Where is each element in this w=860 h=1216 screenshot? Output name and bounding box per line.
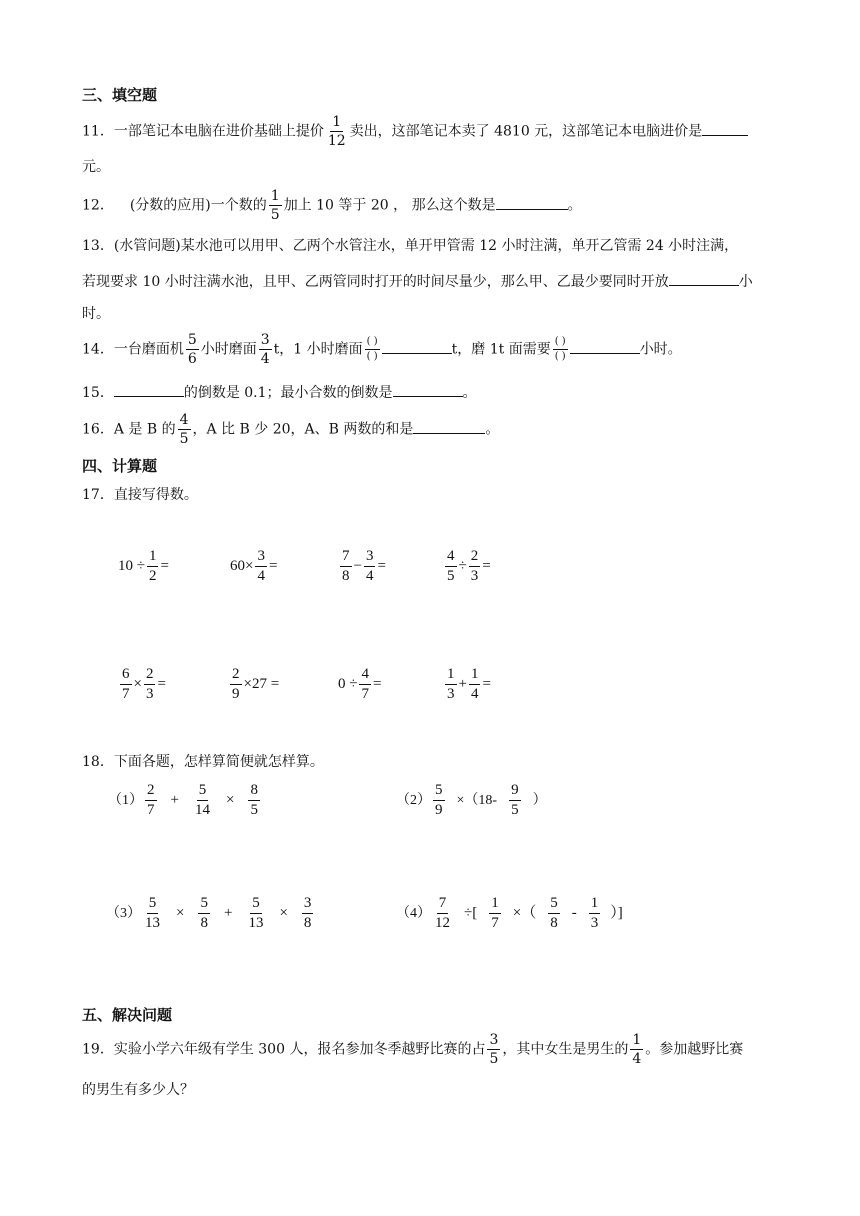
section-heading-solve: 五、解决问题 (82, 1006, 173, 1024)
fraction: $\frac{3}{4}$ (260, 332, 270, 367)
question-19-line-1: 19．实验小学六年级有学生 300 人，报名参加冬季越野比赛的占 $\frac{3}{5}$ ，其中女生是男生的 $\frac{1}{4}$ 。参加越野比赛 (82, 1032, 744, 1067)
section-heading-fill-in: 三、填空题 (82, 86, 158, 104)
answer-blank[interactable] (114, 382, 184, 397)
simplify-item-1: （1） $\frac{2}{7}$ + $\frac{5}{14}$ × $\frac{8}{5}$ (108, 782, 258, 818)
fraction: $\frac{1}{4}$ (632, 1032, 642, 1067)
question-number: 13． (82, 238, 114, 254)
calc-item-5: $\frac{6}{7}$ × $\frac{2}{3}$ = (122, 666, 166, 702)
question-number: 16． (82, 421, 114, 438)
answer-blank[interactable] (393, 382, 463, 397)
fraction: $\frac{5}{6}$ (187, 332, 197, 367)
calc-item-1: 10 ÷ $\frac{1}{2}$ = (118, 548, 169, 584)
answer-blank[interactable] (570, 339, 640, 354)
question-number: 12． (82, 197, 114, 214)
question-number: 19． (82, 1041, 114, 1058)
question-17: 17．直接写得数。 (82, 487, 198, 503)
question-13-line-2: 若现要求 10 小时注满水池，且甲、乙两管同时打开的时间尽量少，那么甲、乙最少要同时开放 小 (82, 271, 753, 292)
question-11-line-2: 元。 (82, 159, 110, 175)
section-heading-calc: 四、计算题 (82, 457, 158, 475)
simplify-item-4: （4） $\frac{7}{12}$ ÷[ $\frac{1}{7}$ ×（ $\frac{5}{8}$ - $\frac{1}{3}$ ）] (396, 895, 623, 931)
answer-blank[interactable] (702, 121, 748, 136)
question-number: 15． (82, 385, 114, 401)
answer-blank[interactable] (669, 271, 739, 286)
answer-blank[interactable] (382, 339, 452, 354)
fraction: $\frac{4}{5}$ (179, 412, 189, 447)
question-11-line-1: 11．一部笔记本电脑在进价基础上提价 $\frac{1}{12}$ 卖出，这部笔记本卖了 4810 元，这部笔记本电脑进价是 (82, 114, 748, 149)
answer-blank[interactable] (413, 419, 485, 434)
question-13-line-1: 13．(水管问题)某水池可以用甲、乙两个水管注水，单开甲管需 12 小时注满，单开乙管需 24 小时注满， (82, 238, 739, 254)
question-number: 18． (82, 754, 114, 770)
simplify-item-2: （2） $\frac{5}{9}$ ×（18- $\frac{9}{5}$ ） (396, 782, 547, 818)
question-12: 12． (分数的应用)一个数的 $\frac{1}{5}$ 加上 10 等于 20 ， 那么这个数是 。 (82, 188, 582, 223)
question-15: 15． 的倒数是 0.1；最小合数的倒数是 。 (82, 382, 477, 403)
calc-item-8: $\frac{1}{3}$ + $\frac{1}{4}$ = (447, 666, 491, 702)
question-16: 16．A 是 B 的 $\frac{4}{5}$ ，A 比 B 少 20，A、B 两数的和是 。 (82, 412, 500, 447)
answer-blank[interactable] (496, 195, 568, 210)
question-number: 11． (82, 123, 114, 140)
fraction: $\frac{1}{12}$ (327, 114, 346, 149)
calc-item-3: $\frac{7}{8}$ − $\frac{3}{4}$ = (342, 548, 386, 584)
simplify-item-3: （3） $\frac{5}{13}$ × $\frac{5}{8}$ + $\frac{5}{13}$ × $\frac{3}{8}$ (106, 895, 312, 931)
question-14: 14．一台磨面机 $\frac{5}{6}$ 小时磨面 $\frac{3}{4}$ t，1 小时磨面 $\frac{( )}{( )}$ t，磨 1t 面需要 $\frac{( )}{( )}$ 小时。 (82, 332, 682, 367)
question-13-line-3: 时。 (82, 306, 110, 322)
calc-item-7: 0 ÷ $\frac{4}{7}$ = (338, 666, 382, 702)
empty-fraction: $\frac{( )}{( )}$ (366, 336, 378, 362)
calc-item-2: 60× $\frac{3}{4}$ = (230, 548, 278, 584)
question-19-line-2: 的男生有多少人？ (82, 1082, 194, 1098)
calc-item-6: $\frac{2}{9}$ ×27 = (232, 666, 280, 702)
fraction: $\frac{3}{5}$ (489, 1032, 499, 1067)
question-number: 14． (82, 341, 114, 358)
question-number: 17． (82, 487, 114, 503)
calc-item-4: $\frac{4}{5}$ ÷ $\frac{2}{3}$ = (447, 548, 491, 584)
fraction: $\frac{1}{5}$ (270, 188, 280, 223)
question-18: 18．下面各题，怎样算简便就怎样算。 (82, 754, 324, 770)
empty-fraction: $\frac{( )}{( )}$ (554, 336, 566, 362)
